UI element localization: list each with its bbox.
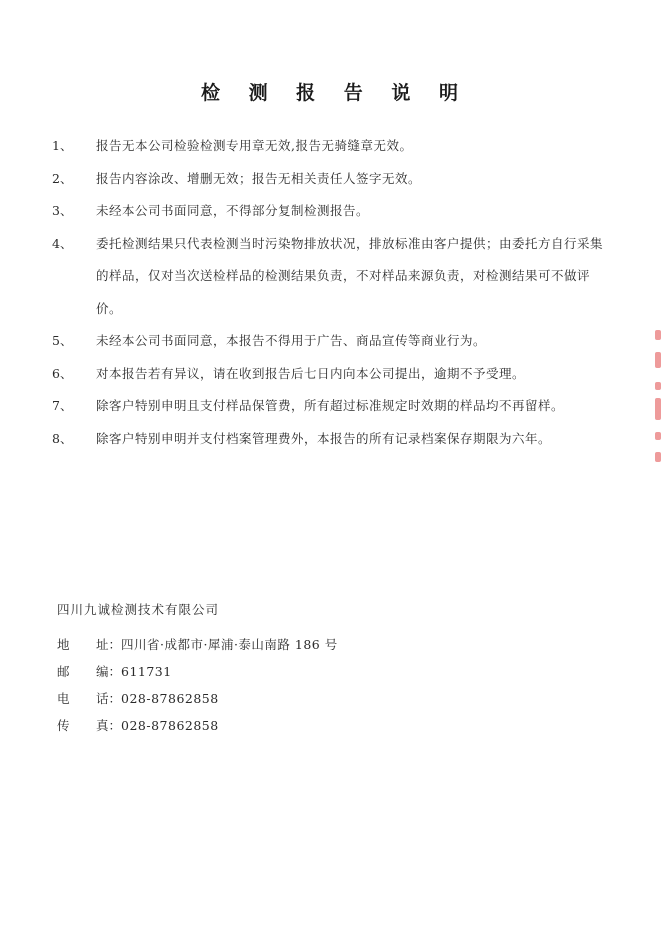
note-item: [52, 130, 612, 163]
note-item: [52, 358, 612, 391]
note-text: 除客户特别申明且支付样品保管费，所有超过标准规定时效期的样品均不再留样。: [96, 398, 565, 413]
note-item: [52, 228, 612, 326]
contact-label: [57, 685, 121, 712]
contact-postcode: [57, 658, 338, 685]
note-text: 委托检测结果只代表检测当时污染物排放状况，排放标准由客户提供；由委托方自行采集的样品，仅对当次送检样品的检测结果负责，不对样品来源负责，对检测结果可不做评价。: [96, 235, 604, 316]
note-text: 未经本公司书面同意，不得部分复制检测报告。: [96, 203, 370, 218]
note-text: 对本报告若有异议，请在收到报告后七日内向本公司提出，逾期不予受理。: [96, 365, 526, 381]
contact-value: 611731: [121, 664, 172, 679]
note-text: 未经本公司书面同意，本报告不得用于广告、商品宣传等商业行为。: [96, 333, 487, 348]
contact-label-char: 真：: [95, 718, 121, 733]
note-number: 7、: [52, 398, 73, 413]
seal-fragment: [655, 452, 661, 462]
note-text: 除客户特别申明并支付档案管理费外，本报告的所有记录档案保存期限为六年。: [96, 430, 552, 446]
contact-label-char: 地: [57, 637, 70, 652]
note-item: [52, 390, 612, 423]
contact-address: [57, 631, 338, 658]
note-item: [52, 163, 612, 196]
seal-fragment: [655, 382, 661, 390]
contact-phone: [57, 685, 338, 712]
contact-list: [57, 631, 338, 739]
contact-label-char: 址：: [95, 637, 121, 652]
contact-label-char: 电: [57, 691, 70, 706]
contact-fax: [57, 712, 338, 739]
note-number: 8、: [52, 430, 73, 446]
note-number: 2、: [52, 170, 73, 186]
contact-label-char: 编：: [95, 664, 121, 679]
contact-label-char: 话：: [95, 691, 121, 706]
note-text: 报告内容涂改、增删无效；报告无相关责任人签字无效。: [96, 170, 422, 186]
note-item: [52, 423, 612, 456]
contact-label: [57, 712, 121, 739]
note-number: 6、: [52, 365, 73, 381]
note-number: 3、: [52, 203, 73, 218]
note-number: 4、: [52, 235, 73, 251]
note-item: [52, 325, 612, 358]
note-number: 1、: [52, 138, 73, 153]
note-number: 5、: [52, 333, 73, 348]
seal-fragment: [655, 352, 661, 368]
contact-value: 028-87862858: [121, 718, 219, 733]
contact-label-char: 邮: [57, 664, 70, 679]
contact-label: [57, 658, 121, 685]
note-item: [52, 195, 612, 228]
contact-label-char: 传: [57, 718, 70, 733]
contact-value: 四川省·成都市·犀浦·泰山南路 186 号: [121, 637, 338, 652]
contact-value: 028-87862858: [121, 691, 219, 706]
note-text: 报告无本公司检验检测专用章无效,报告无骑缝章无效。: [96, 138, 413, 153]
seal-fragment: [655, 330, 661, 340]
seal-fragment: [655, 432, 661, 440]
notes-list: [52, 130, 612, 455]
seal-fragment: [655, 398, 661, 420]
page-title: 检 测 报 告 说 明: [200, 82, 470, 104]
company-name: 四川九诚检测技术有限公司: [57, 602, 220, 617]
contact-label: [57, 631, 121, 658]
